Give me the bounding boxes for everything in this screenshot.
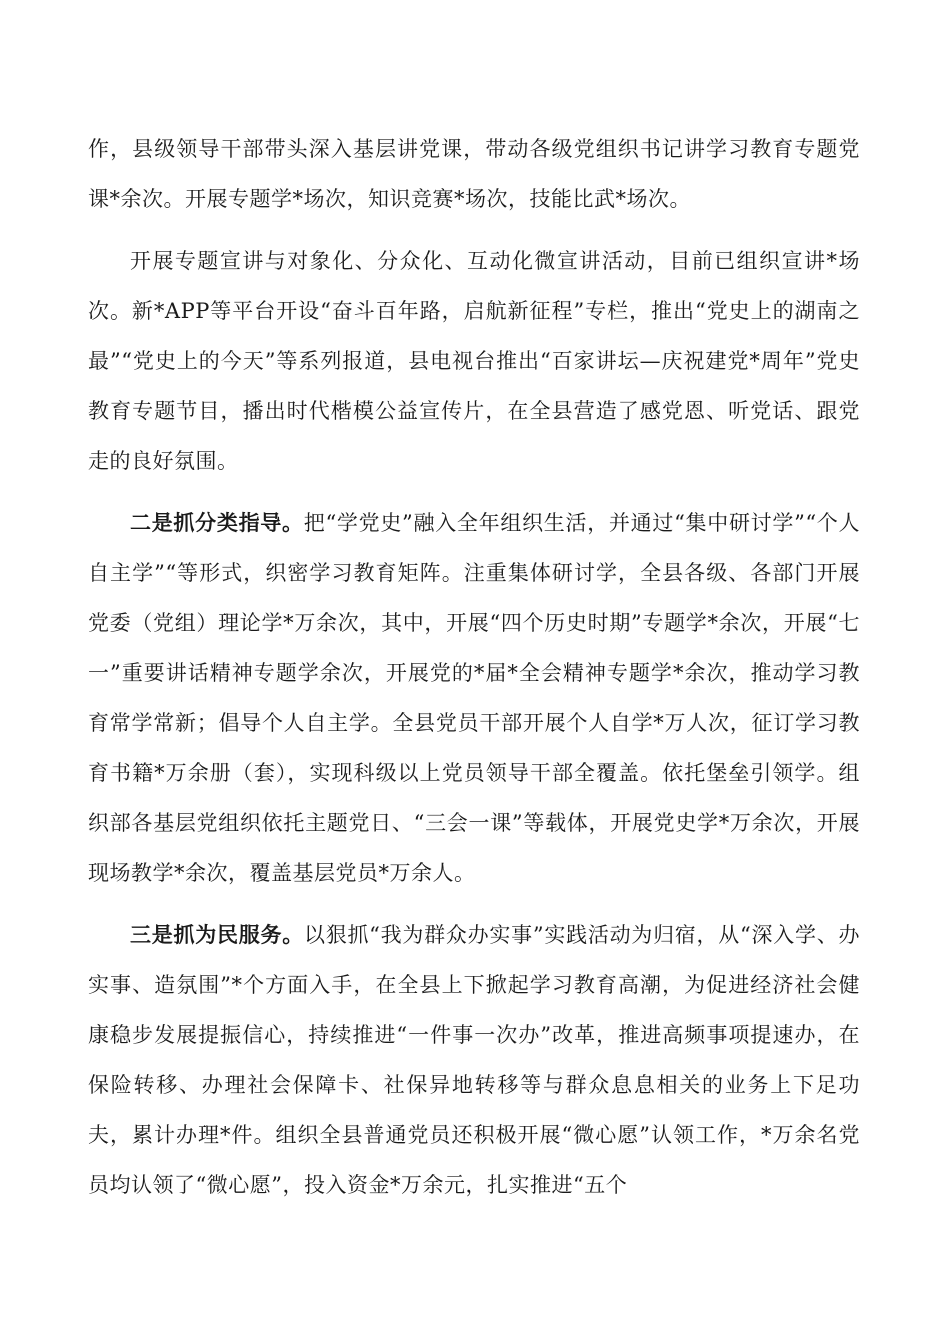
- paragraph-heading: 三是抓为民服务。: [130, 922, 304, 947]
- paragraph-text: 以狠抓“我为群众办实事”实践活动为归宿，从“深入学、办实事、造氛围”*个方面入手，在全县上下掀起学习教育高潮，为促进经济社会健康稳步发展提振信心，持续推进“一件事一次办”改革，推进高频事项提速办，在保险转移、办理社会保障卡、社保异地转移等与群众息息相关的业务上下足功夫，累计办理*件。组织全县普通党员还积极开展“微心愿”认领工作，*万余名党员均认领了“微心愿”，投入资金*万余元，扎实推进“五个: [88, 923, 860, 1197]
- paragraph-text: 开展专题宣讲与对象化、分众化、互动化微宣讲活动，目前已组织宣讲*场次。新*APP等平台开设“奋斗百年路，启航新征程”专栏，推出“党史上的湖南之最”“党史上的今天”等系列报道，县电视台推出“百家讲坛—庆祝建党*周年”党史教育专题节目，播出时代楷模公益宣传片，在全县营造了感党恩、听党话、跟党走的良好氛围。: [88, 249, 860, 473]
- paragraph-continuation: [88, 124, 860, 224]
- paragraph-classified-guidance: [88, 498, 860, 898]
- paragraph-text: 把“学党史”融入全年组织生活，并通过“集中研讨学”“个人自主学”“等形式，织密学习教育矩阵。注重集体研讨学，全县各级、各部门开展党委（党组）理论学*万余次，其中，开展“四个历史时期”专题学*余次，开展“七一”重要讲话精神专题学余次，开展党的*届*全会精神专题学*余次，推动学习教育常学常新；倡导个人自主学。全县党员干部开展个人自学*万人次，征订学习教育书籍*万余册（套），实现科级以上党员领导干部全覆盖。依托堡垒引领学。组织部各基层党组织依托主题党日、“三会一课”等载体，开展党史学*万余次，开展现场教学*余次，覆盖基层党员*万余人。: [88, 511, 861, 885]
- paragraph-heading: 二是抓分类指导。: [130, 510, 304, 535]
- paragraph-propaganda: [88, 236, 860, 486]
- paragraph-text: 作，县级领导干部带头深入基层讲党课，带动各级党组织书记讲学习教育专题党课*余次。开展专题学*场次，知识竞赛*场次，技能比武*场次。: [88, 137, 860, 211]
- paragraph-public-service: [88, 910, 860, 1210]
- document-body: [88, 124, 860, 1222]
